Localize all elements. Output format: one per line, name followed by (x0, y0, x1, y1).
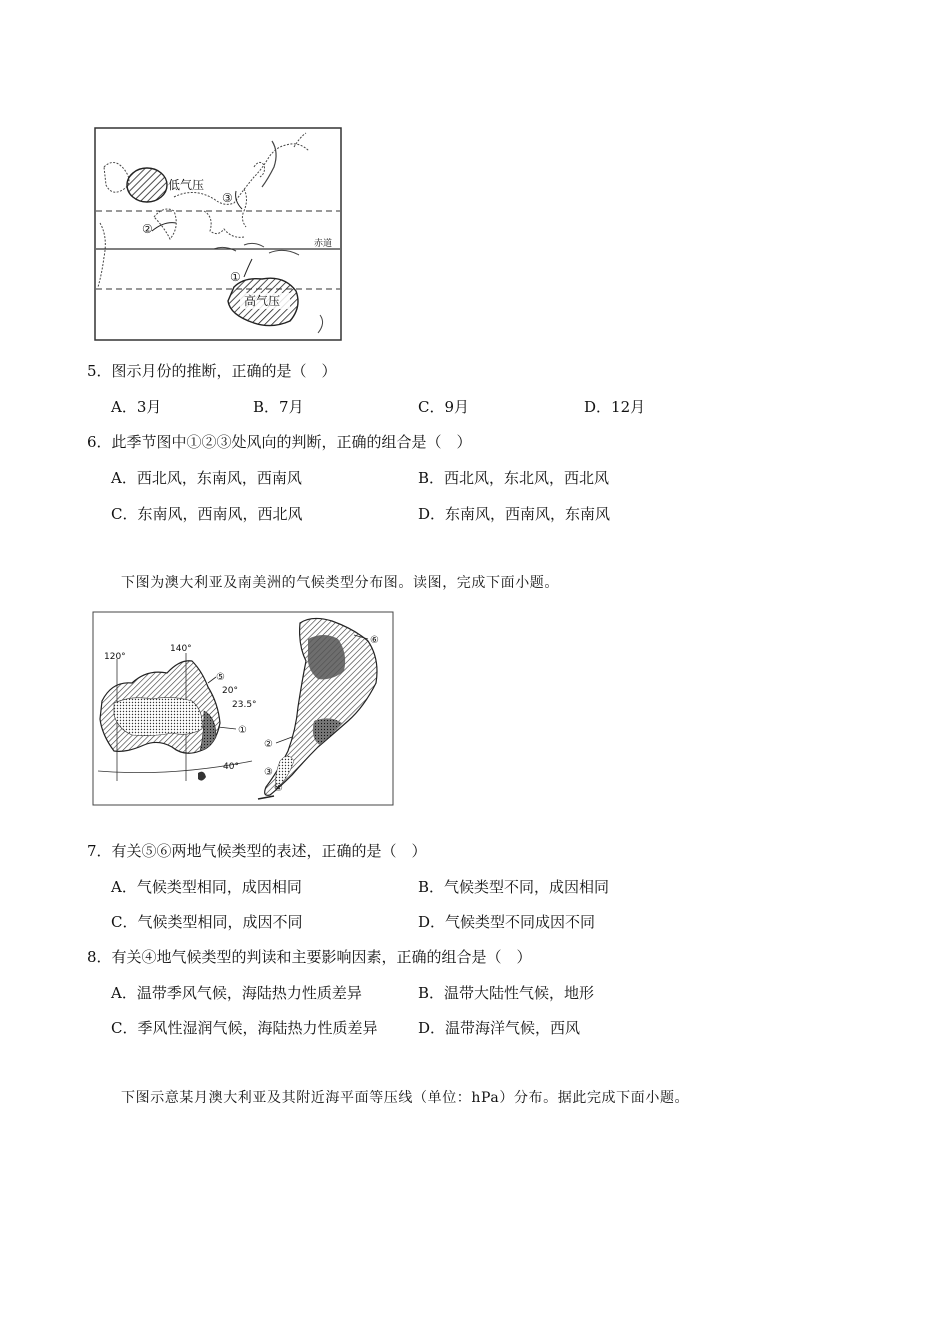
q7-option-d[interactable]: D．气候类型不同成因不同 (418, 913, 596, 931)
marker-3-sa: ③ (264, 767, 273, 778)
q5-option-d[interactable]: D．12月 (584, 398, 646, 416)
q8-option-a[interactable]: A．温带季风气候，海陆热力性质差异 (111, 984, 362, 1002)
q5-option-b[interactable]: B．7月 (253, 398, 304, 416)
low-pressure-label: 低气压 (168, 178, 205, 192)
marker-5: ⑤ (216, 672, 225, 683)
question-6-stem: 6．此季节图中①②③处风向的判断，正确的组合是（ ） (87, 433, 472, 451)
question-8-stem: 8．有关④地气候类型的判读和主要影响因素，正确的组合是（ ） (87, 948, 532, 966)
q5-option-c[interactable]: C．9月 (418, 398, 470, 416)
q7-option-c[interactable]: C．气候类型相同，成因不同 (111, 913, 303, 931)
label-120: 120° (104, 652, 126, 662)
equator-label: 赤道 (314, 239, 333, 249)
climate-map-figure (92, 611, 394, 806)
intro-isobar-map: 下图示意某月澳大利亚及其附近海平面等压线（单位：hPa）分布。据此完成下面小题。 (121, 1090, 690, 1106)
pressure-map-figure (94, 127, 342, 341)
q8-option-b[interactable]: B．温带大陆性气候，地形 (418, 984, 595, 1002)
high-pressure-label: 高气压 (244, 294, 281, 308)
label-20: 20° (222, 686, 238, 696)
q8-option-c[interactable]: C．季风性湿润气候，海陆热力性质差异 (111, 1019, 378, 1037)
q6-option-c[interactable]: C．东南风，西南风，西北风 (111, 505, 303, 523)
low-pressure-shape (127, 168, 167, 202)
intro-climate-map: 下图为澳大利亚及南美洲的气候类型分布图。读图，完成下面小题。 (121, 575, 559, 591)
marker-6: ⑥ (370, 635, 379, 646)
q6-option-a[interactable]: A．西北风，东南风，西南风 (111, 469, 302, 487)
q6-option-d[interactable]: D．东南风，西南风，东南风 (418, 505, 611, 523)
q8-option-d[interactable]: D．温带海洋气候，西风 (418, 1019, 581, 1037)
label-23-5: 23.5° (232, 700, 257, 710)
sa-rainforest-zone (308, 635, 345, 679)
marker-2-sa: ② (264, 739, 273, 750)
q6-option-b[interactable]: B．西北风，东北风，西北风 (418, 469, 610, 487)
label-40: 40° (223, 762, 239, 772)
marker-1-au: ① (238, 725, 247, 736)
q5-option-a[interactable]: A．3月 (111, 398, 162, 416)
climate-map (92, 611, 394, 806)
question-5-stem: 5．图示月份的推断，正确的是（ ） (87, 362, 337, 380)
marker-3: ③ (222, 191, 233, 205)
q7-option-a[interactable]: A．气候类型相同，成因相同 (111, 878, 302, 896)
marker-1: ① (230, 270, 241, 284)
marker-4-sa: ④ (274, 783, 283, 794)
pressure-map (94, 127, 342, 341)
question-7-stem: 7．有关⑤⑥两地气候类型的表述，正确的是（ ） (87, 842, 427, 860)
australia-desert-zone (114, 697, 202, 735)
marker-2: ② (142, 222, 153, 236)
label-140: 140° (170, 644, 192, 654)
q7-option-b[interactable]: B．气候类型不同，成因相同 (418, 878, 610, 896)
